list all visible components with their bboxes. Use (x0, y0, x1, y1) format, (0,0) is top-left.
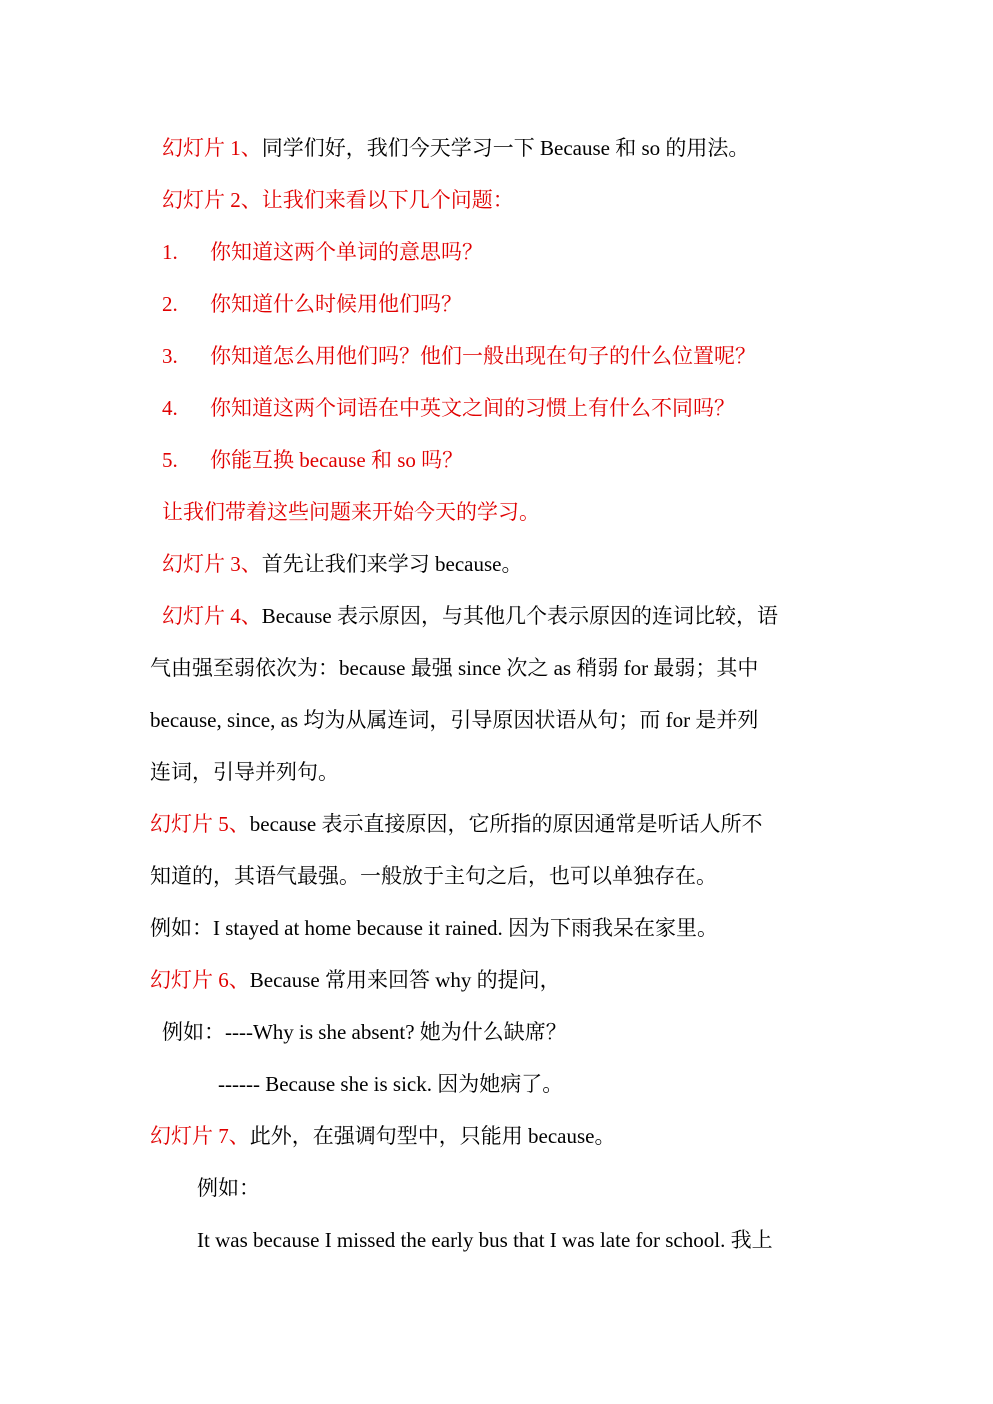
slide2-line (162, 186, 514, 214)
question-item (162, 446, 463, 474)
slide3-text: 首先让我们来学习 because。 (261, 552, 523, 576)
slide2-label: 幻灯片 2、 (162, 188, 262, 212)
slide1-text: 同学们好，我们今天学习一下 Because 和 so 的用法。 (261, 136, 750, 160)
slide6-text: Because 常用来回答 why 的提问， (249, 968, 561, 992)
slide7-example: It was because I missed the early bus that I was late for school. 我上 (197, 1228, 773, 1252)
question-item (162, 238, 483, 266)
slide5-line2: 知道的，其语气最强。一般放于主句之后，也可以单独存在。 (150, 864, 717, 888)
slide3-line (162, 550, 522, 578)
slide5-example: 例如：I stayed at home because it rained. 因为下雨我呆在家里。 (150, 916, 719, 940)
slide5-label: 幻灯片 5、 (150, 812, 250, 836)
question-number: 2. (162, 292, 178, 316)
slide7-line (150, 1122, 615, 1150)
slide4-label: 幻灯片 4、 (162, 604, 262, 628)
slide1-line (162, 134, 749, 162)
slide4-text-1: Because 表示原因，与其他几个表示原因的连词比较，语 (261, 604, 778, 628)
slide4-line1 (162, 602, 778, 630)
slide3-label: 幻灯片 3、 (162, 552, 262, 576)
slide4-line2: 气由强至弱依次为：because 最强 since 次之 as 稍弱 for 最弱；其中 (150, 656, 759, 680)
slide7-example-label: 例如： (197, 1176, 260, 1200)
intro-line: 让我们带着这些问题来开始今天的学习。 (162, 500, 540, 524)
question-text: 你知道什么时候用他们吗？ (210, 292, 462, 316)
question-text: 你知道这两个单词的意思吗？ (210, 240, 483, 264)
slide5-text-1: because 表示直接原因，它所指的原因通常是听话人所不 (249, 812, 763, 836)
slide4-line3: because, since, as 均为从属连词，引导原因状语从句；而 for 是并列 (150, 708, 759, 732)
slide6-label: 幻灯片 6、 (150, 968, 250, 992)
slide2-text: 让我们来看以下几个问题： (261, 188, 514, 212)
slide5-line1 (150, 810, 762, 838)
question-item (162, 394, 735, 422)
question-number: 4. (162, 396, 178, 420)
question-number: 1. (162, 240, 178, 264)
slide7-text: 此外，在强调句型中，只能用 because。 (249, 1124, 616, 1148)
question-number: 3. (162, 344, 178, 368)
slide6-example-1: 例如：----Why is she absent? 她为什么缺席？ (162, 1020, 567, 1044)
slide7-label: 幻灯片 7、 (150, 1124, 250, 1148)
slide4-line4: 连词，引导并列句。 (150, 760, 339, 784)
slide6-line (150, 966, 561, 994)
question-text: 你能互换 because 和 so 吗？ (210, 448, 464, 472)
question-number: 5. (162, 448, 178, 472)
question-text: 你知道怎么用他们吗？他们一般出现在句子的什么位置呢？ (210, 344, 756, 368)
question-item (162, 342, 756, 370)
question-text: 你知道这两个词语在中英文之间的习惯上有什么不同吗？ (210, 396, 735, 420)
question-item (162, 290, 462, 318)
slide6-example-2: ------ Because she is sick. 因为她病了。 (218, 1072, 564, 1096)
slide1-label: 幻灯片 1、 (162, 136, 262, 160)
